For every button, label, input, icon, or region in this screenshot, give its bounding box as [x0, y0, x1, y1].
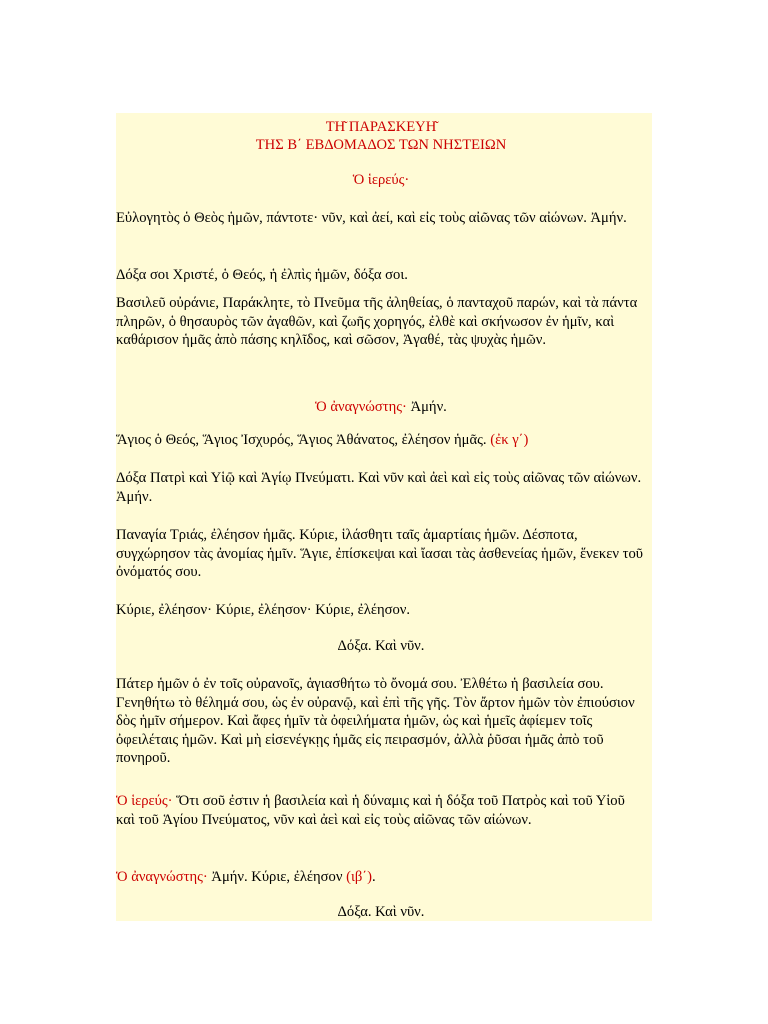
kyrie-repeat: (ιβ΄) — [346, 869, 373, 885]
paragraph-blessing: Εὐλογητὸς ὁ Θεὸς ἡμῶν, πάντοτε· νῦν, καὶ ἀεί, καὶ εἰς τοὺς αἰῶνας τῶν αἰώνων. Ἀμήν. — [116, 210, 627, 226]
paragraph-doxology — [116, 792, 646, 829]
reader-label-2: Ὁ ἀναγνώστης· — [116, 869, 208, 885]
paragraph-glory-to-christ: Δόξα σοι Χριστέ, ὁ Θεός, ἡ ἐλπὶς ἡμῶν, δόξα σοι. — [116, 267, 408, 283]
paragraph-reader-kyrie — [116, 868, 646, 887]
reader-label: Ὁ ἀναγνώστης· — [315, 399, 407, 415]
title-line-2: ΤΗΣ Β΄ ΕΒΔΟΜΑΔΟΣ ΤΩΝ ΝΗΣΤΕΙΩΝ — [255, 137, 507, 153]
doxa-line-1: Δόξα. Καὶ νῦν. — [337, 638, 425, 654]
reader-kyrie-end: . — [372, 869, 376, 885]
doxology-text: Ὅτι σοῦ ἐστιν ἡ βασιλεία καὶ ἡ δύναμις καὶ ἡ δόξα τοῦ Πατρὸς καὶ τοῦ Υἱοῦ καὶ τοῦ Ἁγίου Πνεύματος, νῦν καὶ ἀεὶ καὶ εἰς τοὺς αἰῶνας τῶν αἰώνων. — [116, 793, 625, 828]
priest-label-2: Ὁ ἱερεύς· — [116, 793, 173, 809]
document-title — [116, 113, 646, 154]
title-line-1: ΤΗ͂ ΠΑΡΑΣΚΕΥΗ͂ — [325, 119, 437, 135]
trisagion-repeat: (ἐκ γ΄) — [490, 432, 529, 448]
paragraph-kyrie: Κύριε, ἐλέησον· Κύριε, ἐλέησον· Κύριε, ἐλέησον. — [116, 602, 411, 618]
document-page — [116, 113, 652, 921]
paragraph-holy-trinity: Παναγία Τριάς, ἐλέησον ἡμᾶς. Κύριε, ἱλάσθητι ταῖς ἁμαρτίαις ἡμῶν. Δέσποτα, συγχώρησον τὰς ἀνομίας ἡμῖν. Ἅγιε, ἐπίσκεψαι καὶ ἴασαι τὰς ἀσθενείας ἡμῶν, ἕνεκεν τοῦ ὀνόματός σου. — [116, 527, 644, 581]
reader-kyrie-text: Ἀμήν. Κύριε, ἐλέησον — [207, 869, 347, 885]
paragraph-heavenly-king: Βασιλεῦ οὐράνιε, Παράκλητε, τὸ Πνεῦμα τῆς ἀληθείας, ὁ πανταχοῦ παρών, καὶ τὰ πάντα πληρῶν, ὁ θησαυρὸς τῶν ἀγαθῶν, καὶ ζωῆς χορηγός, ἐλθὲ καὶ σκήνωσον ἐν ἡμῖν, καὶ καθάρισον ἡμᾶς ἀπὸ πάσης κηλῖδος, καὶ σῶσον, Ἀγαθέ, τὰς ψυχὰς ἡμῶν. — [116, 295, 638, 349]
trisagion-text: Ἅγιος ὁ Θεός, Ἅγιος Ἰσχυρός, Ἅγιος Ἀθάνατος, ἐλέησον ἡμᾶς. — [116, 432, 491, 448]
reader-amen — [116, 398, 646, 417]
priest-label: Ὁ ἱερεύς· — [352, 172, 410, 188]
paragraph-trisagion — [116, 431, 646, 450]
amen-text: Ἀμήν. — [406, 399, 447, 415]
paragraph-glory-be: Δόξα Πατρὶ καὶ Υἱῷ καὶ Ἁγίῳ Πνεύματι. Καὶ νῦν καὶ ἀεὶ καὶ εἰς τοὺς αἰῶνας τῶν αἰώνων. Ἀμήν. — [116, 470, 642, 505]
paragraph-lords-prayer: Πάτερ ἡμῶν ὁ ἐν τοῖς οὐρανοῖς, ἁγιασθήτω τὸ ὄνομά σου. Ἐλθέτω ἡ βασιλεία σου. Γενηθήτω τὸ θέλημά σου, ὡς ἐν οὐρανῷ, καὶ ἐπὶ τῆς γῆς. Τὸν ἄρτον ἡμῶν τὸν ἐπιούσιον δὸς ἡμῖν σήμερον. Καὶ ἄφες ἡμῖν τὰ ὀφειλήματα ἡμῶν, ὡς καὶ ἡμεῖς ἀφίεμεν τοῖς ὀφειλέταις ἡμῶν. Καὶ μὴ εἰσενέγκῃς ἡμᾶς εἰς πειρασμόν, ἀλλὰ ῥῦσαι ἡμᾶς ἀπὸ τοῦ πονηροῦ. — [116, 676, 635, 767]
doxa-line-2: Δόξα. Καὶ νῦν. — [337, 904, 425, 920]
